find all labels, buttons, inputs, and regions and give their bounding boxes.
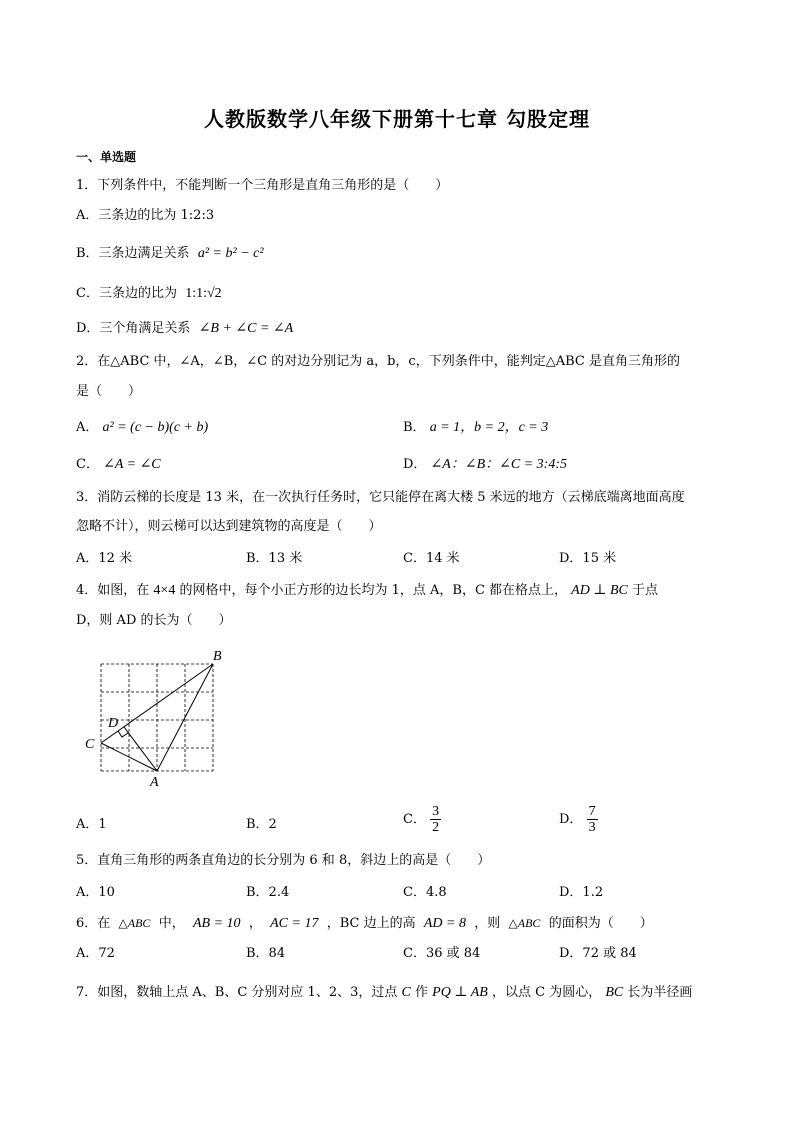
q4-stem-line2: D，则 AD 的长为（ ）	[76, 613, 232, 628]
q2-option-b-math: a = 1，b = 2，c = 3	[429, 420, 549, 435]
page-title: 人教版数学八年级下册第十七章 勾股定理	[204, 107, 590, 131]
q7-text-1: 7．如图，数轴上点 A、B、C 分别对应 1、2、3，过点	[76, 985, 398, 1000]
q3-option-c: C．14 米	[403, 551, 460, 566]
q4-option-d	[559, 804, 598, 835]
q1-option-b-math: a² = b² − c²	[197, 246, 264, 261]
q6-text-4: ，BC 边上的高	[326, 916, 416, 931]
q2-option-d-label: D．	[403, 457, 427, 472]
q2-option-d	[403, 456, 567, 474]
q6-text-2: 中，	[158, 916, 185, 931]
q4-option-d-fraction	[587, 804, 598, 835]
q4-option-c-denominator: 2	[432, 820, 440, 835]
q7-math-c: C	[401, 985, 411, 1000]
q1-stem: 1．下列条件中，不能判断一个三角形是直角三角形的是（ ）	[76, 178, 449, 193]
q7-stem	[76, 984, 692, 1002]
q6-math-ab: AB = 10	[193, 916, 241, 931]
q4-option-d-numerator: 7	[588, 804, 596, 819]
q7-text-3: ，以点 C 为圆心，	[491, 985, 602, 1000]
q4-stem-part3: 于点	[632, 583, 659, 598]
q2-stem-line1: 2．在△ABC 中，∠A，∠B，∠C 的对边分别记为 a，b，c，下列条件中，能判定△ABC 是直角三角形的	[76, 354, 680, 369]
section-heading: 一、单选题	[76, 150, 137, 164]
q1-option-c-math: 1:1:√2	[185, 286, 222, 301]
q4-option-d-denominator: 3	[588, 820, 596, 835]
q7-text-2: 作	[415, 985, 429, 1000]
q1-option-c	[76, 285, 222, 303]
q6-math-triangle-2: △ABC	[508, 916, 541, 930]
q4-option-c-fraction	[430, 804, 441, 835]
q5-stem: 5．直角三角形的两条直角边的长分别为 6 和 8，斜边上的高是（ ）	[76, 853, 491, 868]
q3-option-a: A．12 米	[76, 551, 133, 566]
q4-stem-part1: 4．如图，在	[76, 583, 150, 598]
q1-option-d-math: ∠B + ∠C = ∠A	[198, 321, 294, 336]
q6-option-d: D．72 或 84	[559, 946, 637, 961]
q2-option-c-label: C．	[76, 457, 99, 472]
q2-option-c-math: ∠A = ∠C	[103, 457, 161, 472]
q2-option-a-math: a² = (c − b)(c + b)	[102, 420, 209, 435]
q4-option-b: B．2	[246, 817, 277, 832]
q6-stem	[76, 914, 653, 933]
q4-option-d-label: D．	[559, 812, 583, 827]
q2-option-b	[403, 419, 548, 437]
q4-stem-line1	[76, 582, 658, 600]
q4-option-a: A．1	[76, 817, 107, 832]
q4-option-c-numerator: 3	[432, 804, 440, 819]
q6-text-6: 的面积为（ ）	[548, 916, 653, 931]
q5-option-d: D．1.2	[559, 885, 604, 900]
q3-stem-line2: 忽略不计），则云梯可以达到建筑物的高度是（ ）	[76, 519, 382, 534]
q3-option-b: B．13 米	[246, 551, 303, 566]
q4-grid-size: 4×4	[153, 583, 176, 598]
q6-text-3: ，	[248, 916, 262, 931]
q6-text-1: 6．在	[76, 916, 111, 931]
q2-option-a	[76, 419, 208, 437]
q2-option-b-label: B．	[403, 420, 426, 435]
label-d: D	[108, 716, 119, 731]
q4-option-c	[403, 804, 441, 835]
q5-option-b: B．2.4	[246, 885, 290, 900]
q2-option-a-label: A．	[76, 420, 99, 435]
q7-text-4: 长为半径画	[627, 985, 693, 1000]
q4-stem-part2: 的网格中，每个小正方形的边长均为 1，点 A，B，C 都在格点上，	[179, 583, 568, 598]
q5-option-a: A．10	[76, 885, 115, 900]
label-b: B	[213, 649, 222, 664]
q3-stem-line1: 3．消防云梯的长度是 13 米，在一次执行任务时，它只能停在离大楼 5 米远的地方（云梯底端离地面高度	[76, 490, 685, 505]
q1-option-d-label: D．三个角满足关系	[76, 321, 191, 336]
label-a: A	[150, 775, 159, 790]
q2-option-c	[76, 456, 161, 474]
q6-math-ad: AD = 8	[423, 916, 466, 931]
q6-option-b: B．84	[246, 946, 286, 961]
q1-option-b	[76, 245, 264, 263]
q1-option-c-label: C．三条边的比为	[76, 286, 177, 301]
q2-stem-line2: 是（ ）	[76, 384, 142, 399]
q3-option-d: D．15 米	[559, 551, 617, 566]
label-c: C	[85, 737, 95, 752]
q4-grid-figure	[80, 645, 230, 790]
q6-math-ac: AC = 17	[270, 916, 319, 931]
q6-option-c: C．36 或 84	[403, 946, 481, 961]
q1-option-a: A．三条边的比为 1:2:3	[76, 208, 215, 223]
q6-math-triangle: △ABC	[118, 916, 151, 930]
q4-option-c-label: C．	[403, 812, 426, 827]
q2-option-d-math: ∠A：∠B：∠C = 3:4:5	[430, 457, 567, 472]
q4-perpendicular: AD ⊥ BC	[571, 583, 628, 598]
q5-option-c: C．4.8	[403, 885, 447, 900]
q6-text-5: ，则	[474, 916, 501, 931]
q6-option-a: A．72	[76, 946, 115, 961]
q1-option-b-label: B．三条边满足关系	[76, 246, 190, 261]
q7-math-bc: BC	[605, 985, 624, 1000]
q1-option-d	[76, 320, 293, 338]
q7-math-pq: PQ ⊥ AB	[432, 985, 488, 1000]
